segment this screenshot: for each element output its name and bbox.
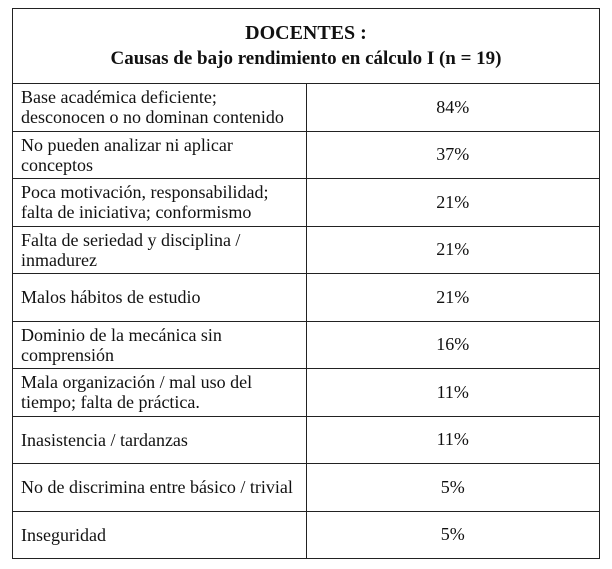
table-header-row: [13, 9, 600, 84]
table-body: [13, 84, 600, 559]
causes-table: [12, 8, 600, 559]
table-row: [13, 179, 600, 227]
percent-cell: 11%: [306, 369, 600, 417]
table-row: [13, 369, 600, 417]
cause-cell: Falta de seriedad y disciplina / inmadurez: [13, 226, 307, 274]
cause-cell: No de discrimina entre básico / trivial: [13, 464, 307, 512]
percent-cell: 21%: [306, 274, 600, 322]
table-row: [13, 84, 600, 132]
table-row: [13, 511, 600, 559]
percent-cell: 11%: [306, 416, 600, 464]
cause-cell: Mala organización / mal uso del tiempo; falta de práctica.: [13, 369, 307, 417]
table-header: [13, 9, 600, 84]
percent-cell: 16%: [306, 321, 600, 369]
table-row: [13, 321, 600, 369]
percent-cell: 5%: [306, 464, 600, 512]
table-row: [13, 226, 600, 274]
percent-cell: 5%: [306, 511, 600, 559]
table-row: [13, 131, 600, 179]
table-row: [13, 464, 600, 512]
percent-cell: 21%: [306, 226, 600, 274]
table-row: [13, 416, 600, 464]
percent-cell: 84%: [306, 84, 600, 132]
cause-cell: Inseguridad: [13, 511, 307, 559]
percent-cell: 37%: [306, 131, 600, 179]
percent-cell: 21%: [306, 179, 600, 227]
causes-table-container: [12, 8, 600, 559]
cause-cell: Inasistencia / tardanzas: [13, 416, 307, 464]
cause-cell: Poca motivación, responsabilidad; falta de iniciativa; conformismo: [13, 179, 307, 227]
cause-cell: Dominio de la mecánica sin comprensión: [13, 321, 307, 369]
table-title: DOCENTES :: [245, 22, 367, 44]
cause-cell: Base académica deficiente; desconocen o no dominan contenido: [13, 84, 307, 132]
table-subtitle: Causas de bajo rendimiento en cálculo I (n = 19): [110, 48, 502, 69]
cause-cell: Malos hábitos de estudio: [13, 274, 307, 322]
table-row: [13, 274, 600, 322]
cause-cell: No pueden analizar ni aplicar conceptos: [13, 131, 307, 179]
